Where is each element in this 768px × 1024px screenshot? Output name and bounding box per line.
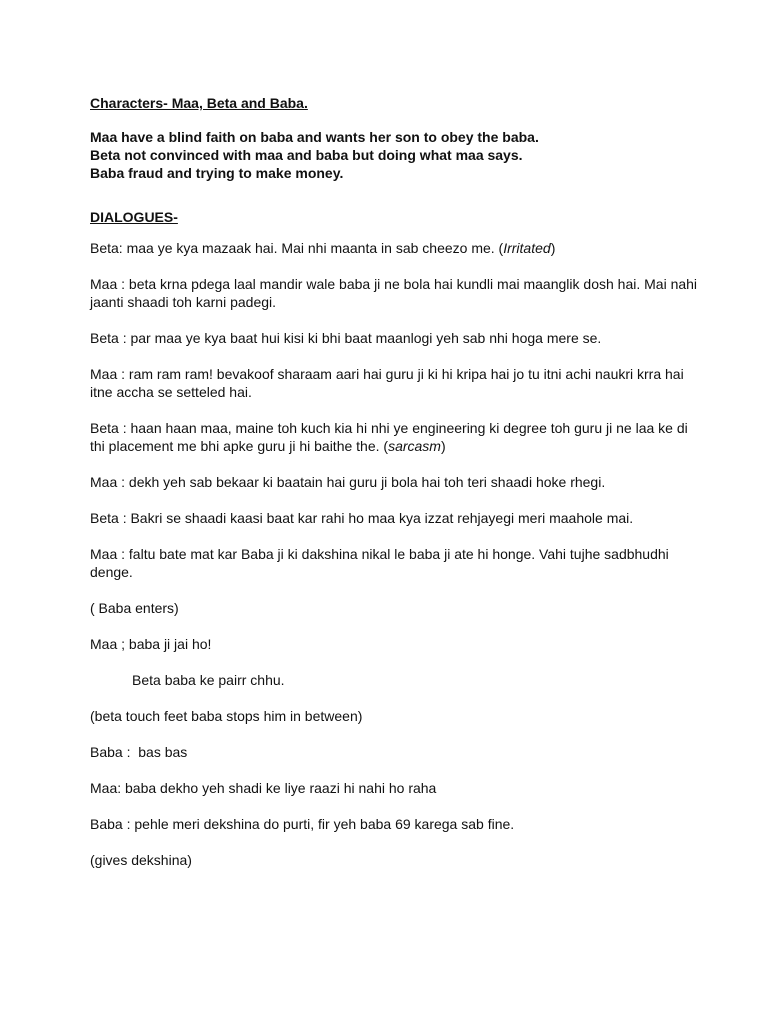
dialogue-line: Maa ; baba ji jai ho!: [90, 636, 212, 652]
stage-direction-line: ( Baba enters): [90, 600, 179, 616]
dialogue-line: Maa : ram ram ram! bevakoof sharaam aari hai guru ji ki hi kripa hai jo tu itni achi naukri krra hai itne accha se setteled hai.: [90, 366, 684, 400]
dialogue-line: Beta : Bakri se shaadi kaasi baat kar rahi ho maa kya izzat rehjayegi meri maahole mai.: [90, 510, 634, 526]
dialogues-heading: DIALOGUES-: [90, 209, 178, 225]
dialogue-line: Maa : faltu bate mat kar Baba ji ki dakshina nikal le baba ji ate hi honge. Vahi tujhe sadbhudhi denge.: [90, 546, 669, 580]
dialogue-line: Baba : bas bas: [90, 744, 188, 760]
document-page: [90, 94, 700, 887]
beta-description: Beta not convinced with maa and baba but doing what maa says.: [90, 147, 523, 163]
dialogue-line: Beta : par maa ye kya baat hui kisi ki bhi baat maanlogi yeh sab nhi hoga mere se.: [90, 330, 602, 346]
dialogue-line: Maa : beta krna pdega laal mandir wale baba ji ne bola hai kundli mai maanglik dosh hai. Mai nahi jaanti shaadi toh karni padegi.: [90, 276, 698, 310]
maa-description: Maa have a blind faith on baba and wants her son to obey the baba.: [90, 129, 539, 145]
stage-direction-line: (beta touch feet baba stops him in between): [90, 708, 363, 724]
stage-direction-line: (gives dekshina): [90, 852, 192, 868]
stage-direction: sarcasm: [388, 438, 441, 454]
dialogue-line: Baba : pehle meri dekshina do purti, fir yeh baba 69 karega sab fine.: [90, 816, 515, 832]
baba-description: Baba fraud and trying to make money.: [90, 165, 344, 181]
dialogue-line: Beta : haan haan maa, maine toh kuch kia hi nhi ye engineering ki degree toh guru ji ne laa ke di thi placement me bhi apke guru ji hi baithe the. (sarcasm): [90, 420, 688, 454]
dialogue-line: Beta: maa ye kya mazaak hai. Mai nhi maanta in sab cheezo me. (Irritated): [90, 240, 556, 256]
stage-direction-line: Beta baba ke pairr chhu.: [132, 672, 285, 688]
stage-direction: Irritated: [503, 240, 551, 256]
dialogue-list: [90, 239, 700, 869]
dialogue-line: Maa : dekh yeh sab bekaar ki baatain hai guru ji bola hai toh teri shaadi hoke rhegi.: [90, 474, 606, 490]
characters-heading: Characters- Maa, Beta and Baba.: [90, 95, 308, 111]
character-descriptions: [90, 128, 700, 182]
dialogue-line: Maa: baba dekho yeh shadi ke liye raazi hi nahi ho raha: [90, 780, 437, 796]
